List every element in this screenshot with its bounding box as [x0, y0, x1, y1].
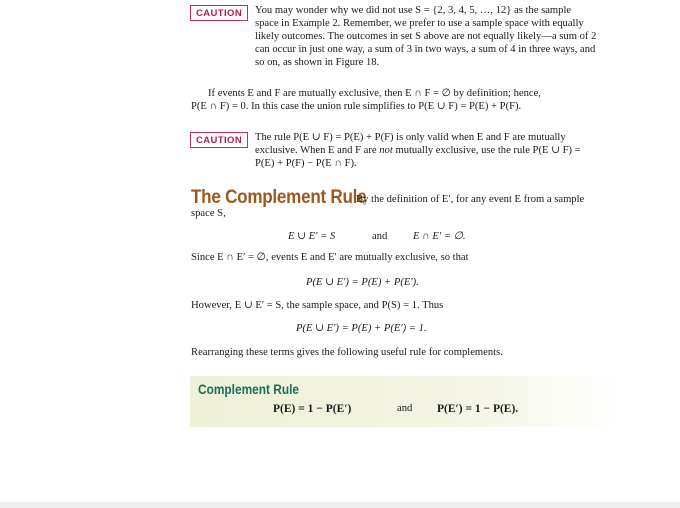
equation-union-intersection-left: E ∪ E′ = S	[288, 231, 336, 242]
rule-and: and	[397, 403, 413, 414]
equation-union-intersection-right: E ∩ E′ = ∅.	[413, 231, 466, 242]
equation-union-sum: P(E ∪ E′) = P(E) + P(E′).	[306, 277, 419, 288]
rule-box-title: Complement Rule	[198, 382, 299, 397]
section-intro: By the definition of E′, for any event E from a sample	[356, 194, 585, 205]
page-bottom-edge	[0, 502, 680, 508]
section-intro-continued: space S,	[191, 208, 226, 219]
rearranging-line: Rearranging these terms gives the following useful rule for complements.	[191, 347, 503, 358]
equation-union-equals-one: P(E ∪ E′) = P(E) + P(E′) = 1.	[296, 323, 427, 334]
since-line: Since E ∩ E′ = ∅, events E and E′ are mutually exclusive, so that	[191, 252, 469, 263]
rule-equation-right: P(E′) = 1 − P(E).	[437, 403, 519, 415]
section-title: The Complement Rule	[191, 187, 367, 208]
however-line: However, E ∪ E′ = S, the sample space, and P(S) = 1. Thus	[191, 300, 444, 311]
caution-text: The rule P(E ∪ F) = P(E) + P(F) is only valid when E and F are mutually exclusive. When E and F are not mutually exclusive, use the rule P(E ∪ F) = P(E) + P(F) − P(E ∩ F).	[255, 132, 581, 169]
equation-and: and	[372, 231, 388, 242]
caution-tag: CAUTION	[190, 132, 248, 148]
caution-text: You may wonder why we did not use S = {2, 3, 4, 5, …, 12} as the sample space in Example 2. Remember, we prefer to use a sample space with equally likely outcomes. The outcomes in set S above are not equally likely—a sum of 2 can occur in just one way, a sum of 3 in two ways, a sum of 4 in three ways, and so on, as shown in Figure 18.	[255, 5, 597, 68]
complement-rule-box	[190, 376, 620, 427]
caution-tag: CAUTION	[190, 5, 248, 21]
emphasis-not: not	[379, 144, 393, 156]
paragraph-mutually-exclusive: If events E and F are mutually exclusive, then E ∩ F = ∅ by definition; hence, P(E ∩ F) = 0. In this case the union rule simplifies to P(E ∪ F) = P(E) + P(F).	[191, 88, 541, 112]
rule-equation-left: P(E) = 1 − P(E′)	[273, 403, 352, 415]
